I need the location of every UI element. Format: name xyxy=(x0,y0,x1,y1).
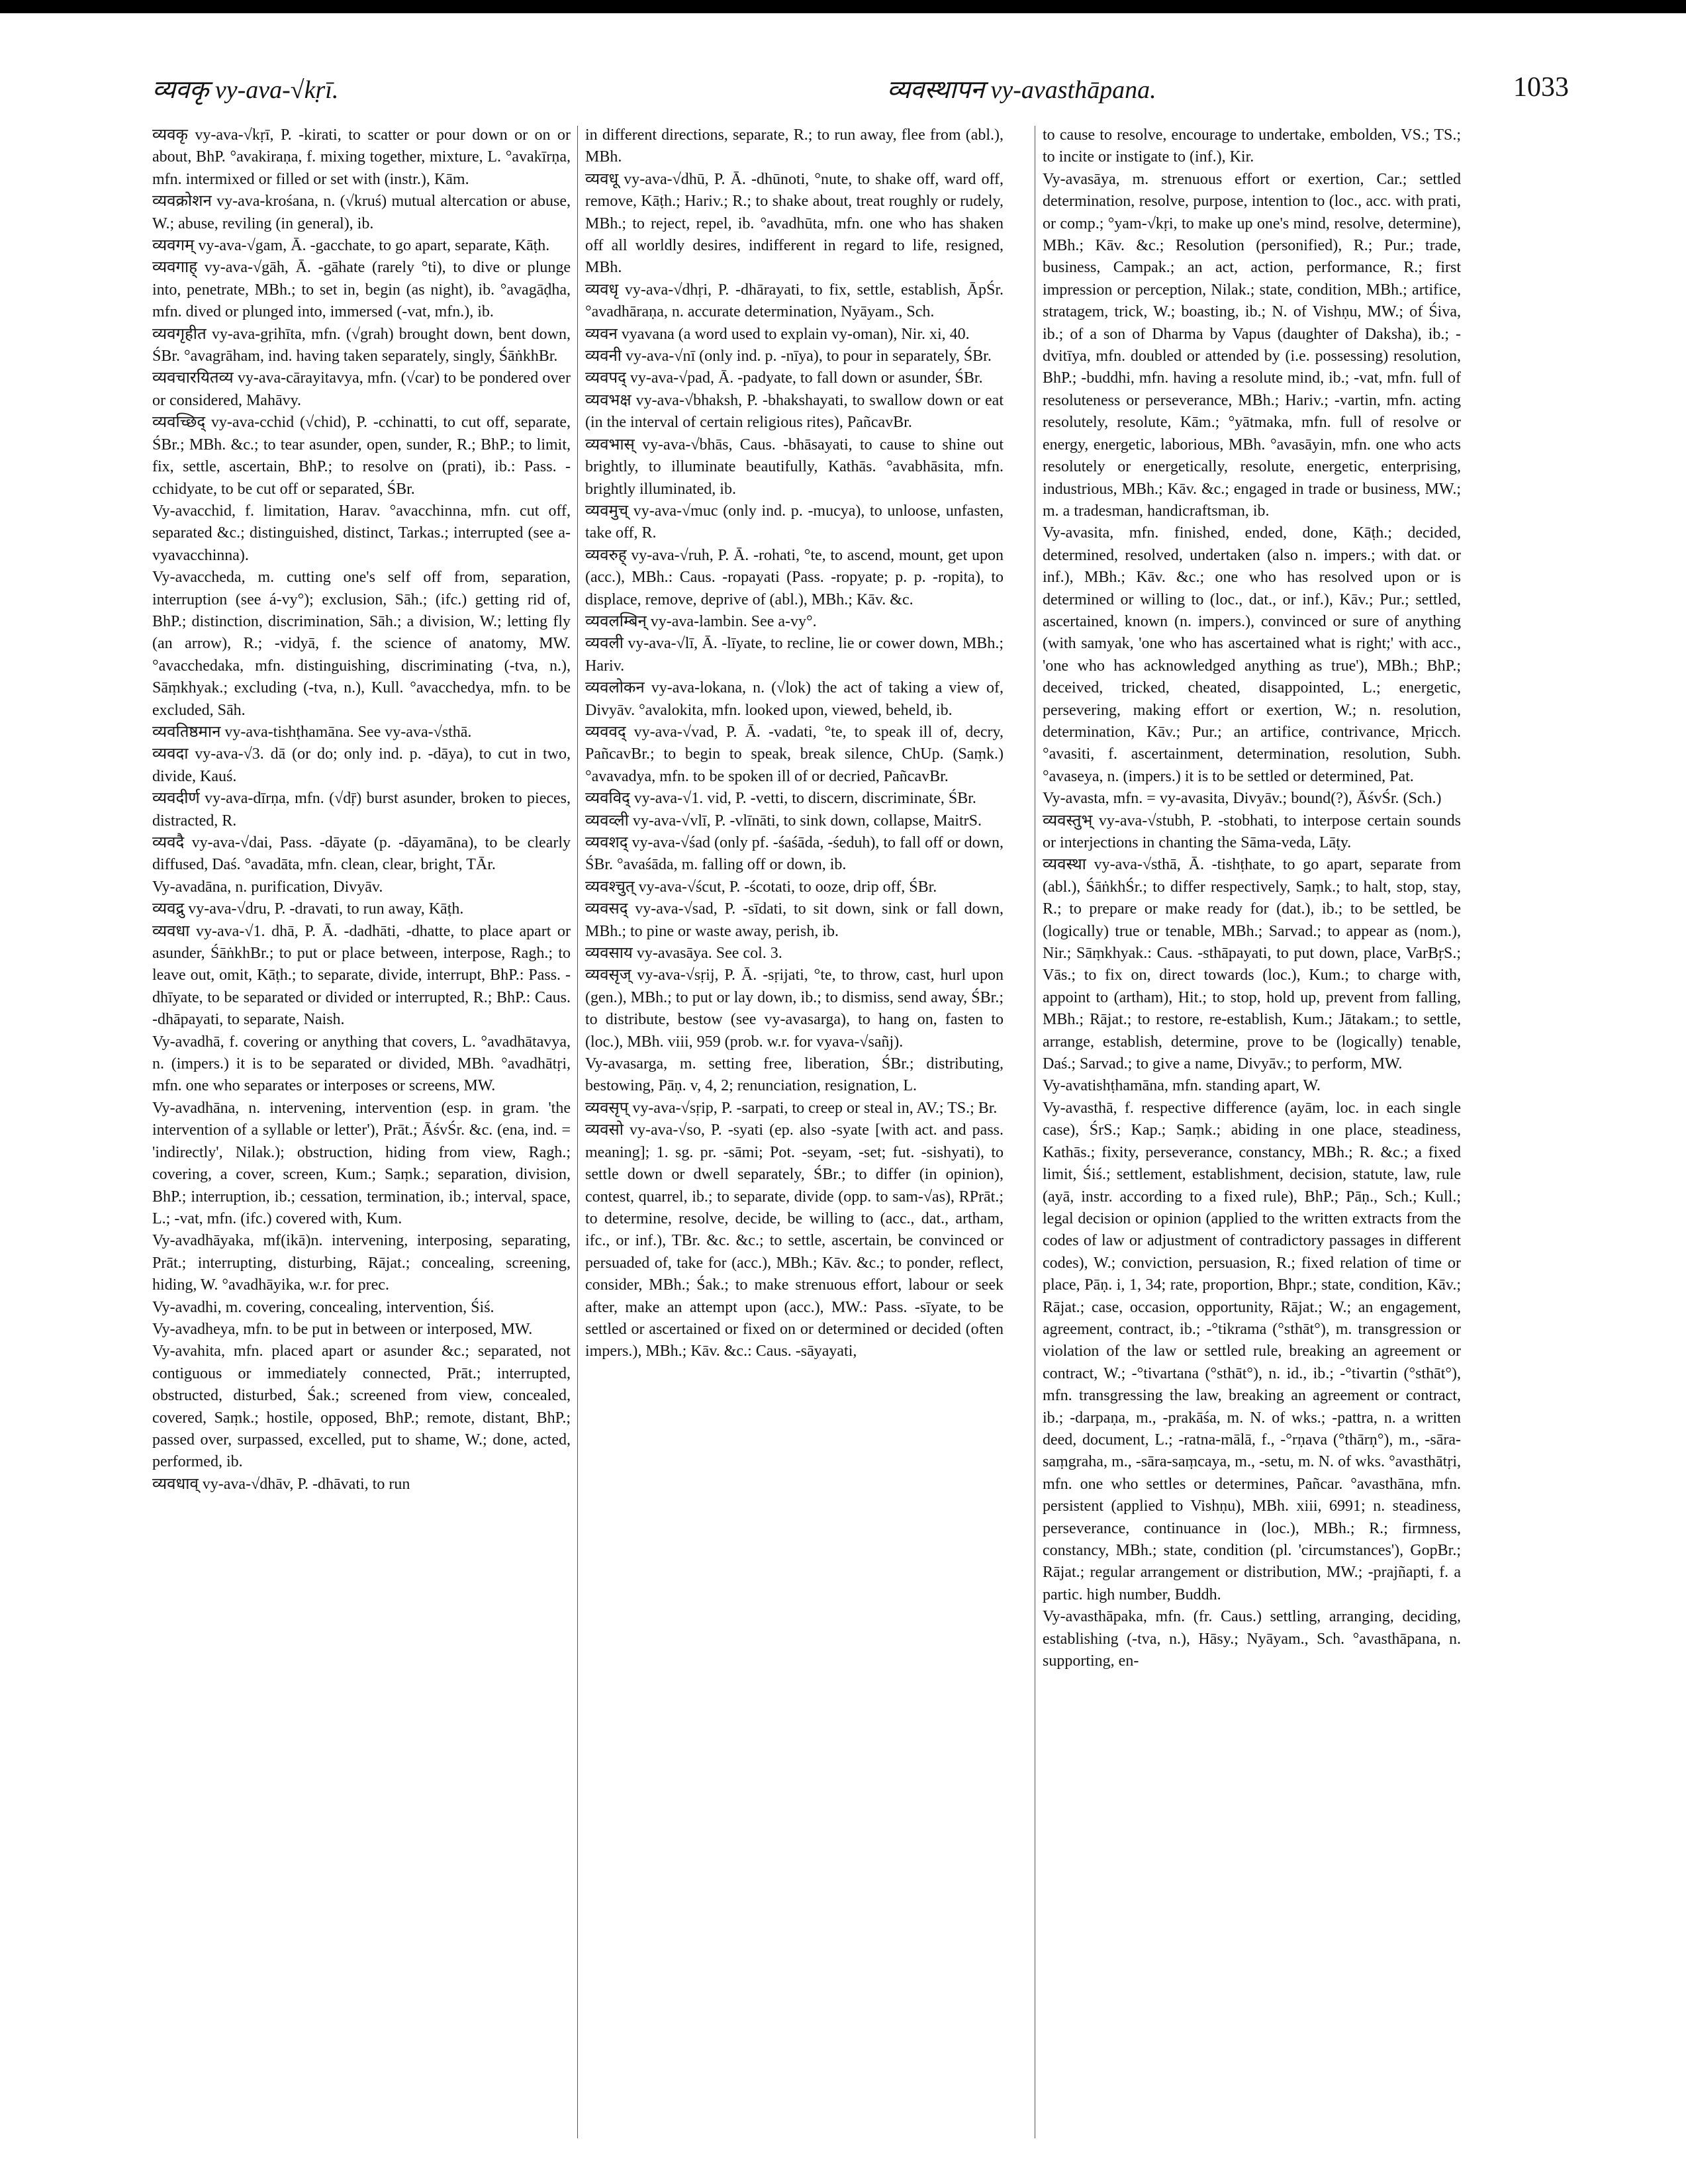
dictionary-entry: व्यवतिष्ठमान vy-ava-tishṭhamāna. See vy-ava-√sthā. xyxy=(152,723,472,741)
dictionary-entry: Vy-avahita, mfn. placed apart or asunder &c.; separated, not contiguous or immediately connected, Prāt.; interrupted, obstructed, disturbed, Śak.; screened from view, concealed, covered, Saṃk.; hostile, opposed, BhP.; remote, distant, BhP.; passed over, surpassed, excelled, put to shame, W.; done, acted, performed, ib. xyxy=(152,1343,571,1471)
dictionary-entry: व्यवभक्ष vy-ava-√bhaksh, P. -bhakshayati, to swallow down or eat (in the interval of certain religious rites), PañcavBr. xyxy=(585,391,1004,432)
dictionary-entry: व्यवली vy-ava-√lī, Ā. -līyate, to recline, lie or cower down, MBh.; Hariv. xyxy=(585,635,1004,675)
dictionary-entry: व्यवगृहीत vy-ava-gṛihīta, mfn. (√grah) brought down, bent down, ŚBr. °avagrāham, ind. having taken separately, singly, ŚāṅkhBr. xyxy=(152,325,571,365)
page-number: 1033 xyxy=(1513,72,1569,103)
dictionary-entry: व्यवशद् vy-ava-√śad (only pf. -śaśāda, -śeduh), to fall off or down, ŚBr. °avaśāda, m. falling off or down, ib. xyxy=(585,834,1004,874)
dictionary-entry: व्यवदीर्ण vy-ava-dīrṇa, mfn. (√dṝ) burst asunder, broken to pieces, distracted, R. xyxy=(152,790,571,830)
dictionary-entry: Vy-avadhā, f. covering or anything that covers, L. °avadhātavya, n. (impers.) it is to be separated or divided, MBh. °avadhātṛi, mfn. one who separates or interposes or screens, MW. xyxy=(152,1033,571,1095)
dictionary-entry: व्यवव्ली vy-ava-√vlī, P. -vlīnāti, to sink down, collapse, MaitrS. xyxy=(585,812,982,830)
dictionary-entry: Vy-avasthāpaka, mfn. (fr. Caus.) settling, arranging, deciding, establishing (-tva, n.), Hāsy.; Nyāyam., Sch. °avasthāpana, n. supporting, en- xyxy=(1043,1608,1461,1670)
dictionary-entry: व्यवश्चुत् vy-ava-√ścut, P. -ścotati, to ooze, drip off, ŚBr. xyxy=(585,878,937,896)
dictionary-entry: Vy-avasāya, m. strenuous effort or exertion, Car.; settled determination, resolve, purpose, intention to (loc., acc. with prati, or comp.; °yam-√kṛi, to make up one's mind, resolve, determine), MBh.; Kāv. &c.; Resolution (personified), R.; Pur.; trade, business, Campak.; an act, action, performance, R.; first impression or perception, Nilak.; state, condition, MBh.; artifice, stratagem, trick, W.; boasting, ib.; N. of Vishṇu, MW.; of Śiva, ib.; of a son of Dharma by Vapus (daughter of Daksha), ib.; -dvitīya, mfn. doubled or attended by (i.e. possessing) resolution, BhP.; -buddhi, mfn. having a resolute mind, ib.; -vat, mfn. full of resoluteness or perseverance, MBh.; Hariv.; -vartin, mfn. acting resolutely, resolute, Kām.; °yātmaka, mfn. full of resolve or energy, energetic, laborious, MBh. °avasāyin, mfn. one who acts resolutely or energetically, resolute, energetic, enterprising, industrious, MBh.; Kāv. &c.; engaged in trade or business, MW.; m. a tradesman, handicraftsman, ib. xyxy=(1043,170,1461,520)
dictionary-entry: व्यवसृप् vy-ava-√sṛip, P. -sarpati, to creep or steal in, AV.; TS.; Br. xyxy=(585,1099,998,1117)
dictionary-entry: व्यवदै vy-ava-√dai, Pass. -dāyate (p. -dāyamāna), to be clearly diffused, Daś. °avadāta, mfn. clean, clear, bright, TĀr. xyxy=(152,834,571,874)
dictionary-entry: to cause to resolve, encourage to undertake, embolden, VS.; TS.; to incite or instigate to (inf.), Kir. xyxy=(1043,126,1461,166)
header-left-guideword: व्यवकृ vy-ava-√kṛī. xyxy=(152,76,339,104)
dictionary-entry: व्यवन vyavana (a word used to explain vy-oman), Nir. xi, 40. xyxy=(585,325,970,343)
page-header xyxy=(152,71,1569,118)
dictionary-entry: Vy-avadhāna, n. intervening, intervention (esp. in gram. 'the intervention of a syllable or letter'), Prāt.; ĀśvŚr. &c. (ena, ind. = 'indirectly', Nilak.); obstruction, hiding from view, Ragh.; covering, a cover, screen, Kum.; Saṃk.; separation, division, BhP.; interruption, ib.; cessation, termination, ib.; interval, space, L.; -vat, mfn. (ifc.) covered with, Kum. xyxy=(152,1099,571,1227)
dictionary-entry: व्यवद्रु vy-ava-√dru, P. -dravati, to run away, Kāṭh. xyxy=(152,900,464,918)
dictionary-entry: Vy-avasta, mfn. = vy-avasita, Divyāv.; bound(?), ĀśvŚr. (Sch.) xyxy=(1043,790,1442,808)
column-2 xyxy=(585,124,1004,2144)
dictionary-entry: व्यवसो vy-ava-√so, P. -syati (ep. also -syate [with act. and pass. meaning]; 1. sg. pr. -sāmi; Pot. -seyam, -set; fut. -sishyati), to settle down or dwell separately, ŚBr.; to differ (in opinion), contest, quarrel, ib.; to separate, divide (opp. to sam-√as), RPrāt.; to determine, resolve, decide, be willing to (acc., dat., artham, ifc., or inf.), TBr. &c. &c.; to settle, ascertain, be convinced or persuaded of, take for (acc.), MBh.; Kāv. &c.; to ponder, reflect, consider, MBh.; Śak.; to make strenuous effort, labour or seek after, make an attempt upon (acc.), MW.: Pass. -sīyate, to be settled or ascertained or fixed on or determined or decided (often impers.), MBh.; Kāv. &c.: Caus. -sāyayati, xyxy=(585,1121,1004,1360)
dictionary-entry: व्यवधू vy-ava-√dhū, P. Ā. -dhūnoti, °nute, to shake off, ward off, remove, Kāṭh.; Hariv.; R.; to shake about, treat roughly or rudely, MBh.; to reject, repel, ib. °avadhūta, mfn. one who has shaken off all worldly desires, indifferent in regard to life, resigned, MBh. xyxy=(585,170,1004,277)
header-right-guideword: व्यवस्थापन vy-avasthāpana. xyxy=(887,76,1156,104)
dictionary-entry: व्यवगम् vy-ava-√gam, Ā. -gacchate, to go apart, separate, Kāṭh. xyxy=(152,237,550,255)
top-edge-bar xyxy=(0,0,1686,13)
dictionary-entry: व्यवसृज् vy-ava-√sṛij, P. Ā. -sṛijati, °te, to throw, cast, hurl upon (gen.), MBh.; to put or lay down, ib.; to dismiss, send away, ŚBr.; to distribute, bestow (see vy-avasarga), to hang on, fasten to (loc.), MBh. viii, 959 (prob. w.r. for vyava-√sañj). xyxy=(585,967,1004,1051)
dictionary-entry: व्यवक्रोशन vy-ava-krośana, n. (√kruś) mutual altercation or abuse, W.; abuse, reviling (in general), ib. xyxy=(152,193,571,232)
dictionary-entry: Vy-avadheya, mfn. to be put in between or interposed, MW. xyxy=(152,1320,533,1338)
dictionary-entry: व्यवसद् vy-ava-√sad, P. -sīdati, to sit down, sink or fall down, MBh.; to pine or waste away, perish, ib. xyxy=(585,900,1004,940)
dictionary-entry: व्यवसाय vy-avasāya. See col. 3. xyxy=(585,945,782,963)
dictionary-entry: व्यवस्तुभ् vy-ava-√stubh, P. -stobhati, to interpose certain sounds or interjections in chanting the Sāma-veda, Lāṭy. xyxy=(1043,812,1461,851)
dictionary-entry: Vy-avatishṭhamāna, mfn. standing apart, W. xyxy=(1043,1077,1321,1095)
dictionary-entry: व्यवभास् vy-ava-√bhās, Caus. -bhāsayati, to cause to shine out brightly, to illuminate beautifully, Kathās. °avabhāsita, mfn. brightly illuminated, ib. xyxy=(585,436,1004,498)
dictionary-entry: व्यवधा vy-ava-√1. dhā, P. Ā. -dadhāti, -dhatte, to place apart or asunder, ŚāṅkhBr.; to put or place between, interpose, Ragh.; to leave out, omit, Kāṭh.; to separate, divide, interrupt, BhP.: Pass. -dhīyate, to be separated or divided or interrupted, R.; BhP.: Caus. -dhāpayati, to separate, Naish. xyxy=(152,922,571,1029)
dictionary-entry: व्यवमुच् vy-ava-√muc (only ind. p. -mucya), to unloose, unfasten, take off, R. xyxy=(585,502,1004,542)
dictionary-entry: व्यवरुह् vy-ava-√ruh, P. Ā. -rohati, °te, to ascend, mount, get upon (acc.), MBh.: Caus. -ropayati (Pass. -ropyate; p. p. -ropita), to displace, remove, deprive of (abl.), MBh.; Kāv. &c. xyxy=(585,546,1004,608)
dictionary-entry: व्यवधृ vy-ava-√dhṛi, P. -dhārayati, to fix, settle, establish, ĀpŚr. °avadhāraṇa, n. accurate determination, Nyāyam., Sch. xyxy=(585,281,1004,321)
dictionary-entry: व्यवनी vy-ava-√nī (only ind. p. -nīya), to pour in separately, ŚBr. xyxy=(585,348,992,365)
dictionary-entry: व्यववद् vy-ava-√vad, P. Ā. -vadati, °te, to speak ill of, decry, PañcavBr.; to begin to speak, break silence, ChUp. (Saṃk.) °avavadya, mfn. to be spoken ill of or decried, PañcavBr. xyxy=(585,723,1004,785)
dictionary-entry: Vy-avacchid, f. limitation, Harav. °avacchinna, mfn. cut off, separated &c.; distinguished, distinct, Tarkas.; interrupted (see a-vyavacchinna). xyxy=(152,502,571,564)
dictionary-entry: व्यवलोकन vy-ava-lokana, n. (√lok) the act of taking a view of, Divyāv. °avalokita, mfn. looked upon, viewed, beheld, ib. xyxy=(585,679,1004,719)
dictionary-entry: व्यवस्था vy-ava-√sthā, Ā. -tishṭhate, to go apart, separate from (abl.), ŚāṅkhŚr.; to differ respectively, Saṃk.; to halt, stop, stay, R.; to prepare or make ready for (dat.), ib.; to be settled, be (logically) true or tenable, MBh.; Sarvad.; to appear as (nom.), Nir.; Sāṃkhyak.: Caus. -sthāpayati, to put down, place, VarBṛS.; Vās.; to fix on, direct towards (loc.), Kum.; to charge with, appoint to (artham), Hit.; to stop, hold up, prevent from falling, MBh.; Rājat.; to restore, re-establish, Kum.; Jātakam.; to settle, arrange, establish, determine, prove to be (logically) tenable, Daś.; Sarvad.; to give a name, Divyāv.; to perform, MW. xyxy=(1043,856,1461,1073)
dictionary-entry: व्यवलम्बिन् vy-ava-lambin. See a-vy°. xyxy=(585,612,817,630)
dictionary-entry: व्यवकृ vy-ava-√kṛī, P. -kirati, to scatter or pour down or on or about, BhP. °avakiraṇa, f. mixing together, mixture, L. °avakīrṇa, mfn. intermixed or filled or set with (instr.), Kām. xyxy=(152,126,571,188)
dictionary-entry: in different directions, separate, R.; to run away, flee from (abl.), MBh. xyxy=(585,126,1004,166)
dictionary-entry: व्यवचारयितव्य vy-ava-cārayitavya, mfn. (√car) to be pondered over or considered, Mahāvy. xyxy=(152,369,571,409)
column-3 xyxy=(1043,124,1461,2144)
dictionary-entry: व्यवच्छिद् vy-ava-cchid (√chid), P. -cchinatti, to cut off, separate, ŚBr.; MBh. &c.; to tear asunder, open, sunder, R.; BhP.; to limit, fix, settle, ascertain, BhP.; to resolve on (prati), ib.: Pass. -cchidyate, to be cut off or separated, ŚBr. xyxy=(152,414,571,498)
dictionary-entry: Vy-avadhi, m. covering, concealing, intervention, Śiś. xyxy=(152,1298,494,1316)
dictionary-entry: व्यवपद् vy-ava-√pad, Ā. -padyate, to fall down or asunder, ŚBr. xyxy=(585,369,983,387)
dictionary-entry: Vy-avadhāyaka, mf(ikā)n. intervening, interposing, separating, Prāt.; interrupting, disturbing, Rājat.; concealing, screening, hiding, W. °avadhāyika, w.r. for prec. xyxy=(152,1232,571,1294)
dictionary-entry: व्यवधाव् vy-ava-√dhāv, P. -dhāvati, to run xyxy=(152,1475,410,1493)
dictionary-entry: Vy-avaccheda, m. cutting one's self off from, separation, interruption (see á-vy°); exclusion, Sāh.; (ifc.) getting rid of, BhP.; distinction, discrimination, Sāh.; a division, W.; letting fly (an arrow), R.; -vidyā, f. the science of anatomy, MW. °avacchedaka, mfn. distinguishing, discriminating (-tva, n.), Sāṃkhyak.; excluding (-tva, n.), Kull. °avacchedya, mfn. to be excluded, Sāh. xyxy=(152,569,571,719)
dictionary-entry: Vy-avadāna, n. purification, Divyāv. xyxy=(152,878,383,896)
dictionary-entry: व्यवविद् vy-ava-√1. vid, P. -vetti, to discern, discriminate, ŚBr. xyxy=(585,790,976,808)
column-1 xyxy=(152,124,571,2144)
dictionary-entry: व्यवदा vy-ava-√3. dā (or do; only ind. p. -dāya), to cut in two, divide, Kauś. xyxy=(152,745,571,785)
dictionary-entry: Vy-avasthā, f. respective difference (ayām, loc. in each single case), ŚrS.; Kap.; Saṃk.; abiding in one place, steadiness, Kathās.; fixity, perseverance, constancy, MBh.; R. &c.; a fixed limit, Śiś.; settlement, establishment, decision, statute, law, rule (ayā, instr. according to a fixed rule), BhP.; Pāṇ., Sch.; Kull.; legal decision or opinion (applied to the written extracts from the codes of law or adjustment of contradictory passages in different codes), W.; conviction, persuasion, R.; fixed relation of time or place, Pāṇ. i, 1, 34; rate, proportion, Bhpr.; state, condition, Kāv.; Rājat.; case, occasion, opportunity, Rājat.; W.; an engagement, agreement, contract, ib.; -°tikrama (°sthāt°), m. transgression or violation of the law or settled rule, breaking an agreement or contract, W.; -°tivartana (°sthāt°), n. id., ib.; -°tivartin (°sthāt°), mfn. transgressing the law, breaking an agreement or contract, ib.; -darpaṇa, m., -prakāśa, m. N. of wks.; -pattra, n. a written deed, document, L.; -ratna-mālā, f., -°rṇava (°thārṇ°), m., -sāra-saṃgraha, m., -sāra-saṃcaya, m., -setu, m. N. of wks. °avasthātṛi, mfn. one who settles or determines, Pañcar. °avasthāna, mfn. persistent (applied to Vishṇu), MBh. xiii, 6991; n. steadiness, perseverance, continuance in (loc.), MBh.; R.; firmness, constancy, MBh.; state, condition (pl. 'circumstances'), GopBr.; Rājat.; regular arrangement or distribution, MW.; -prajñapti, f. a partic. high number, Buddh. xyxy=(1043,1099,1461,1603)
dictionary-entry: Vy-avasarga, m. setting free, liberation, ŚBr.; distributing, bestowing, Pāṇ. v, 4, 2; renunciation, resignation, L. xyxy=(585,1055,1004,1095)
dictionary-entry: Vy-avasita, mfn. finished, ended, done, Kāṭh.; decided, determined, resolved, undertaken (also n. impers.; with dat. or inf.), MBh.; Kāv. &c.; one who has resolved upon or is determined or willing to (loc., dat., or inf.), Kāv.; Pur.; settled, ascertained, known (n. impers.), convinced or sure of anything (with samyak, 'one who has ascertained what is right;' with acc., 'one who has acknowledged anything as true'), MBh.; BhP.; deceived, tricked, cheated, disappointed, L.; energetic, persevering, making effort or exertion, W.; n. resolution, determination, Kāv.; Pur.; an artifice, contrivance, Mṛicch. °avasiti, f. ascertainment, determination, resolution, Subh. °avaseya, n. (impers.) it is to be settled or determined, Pat. xyxy=(1043,524,1461,785)
column-rule-1 xyxy=(577,126,578,2138)
dictionary-entry: व्यवगाह् vy-ava-√gāh, Ā. -gāhate (rarely °ti), to dive or plunge into, penetrate, MBh.; to set in, begin (as night), ib. °avagāḍha, mfn. dived or plunged into, immersed (-vat, mfn.), ib. xyxy=(152,259,571,321)
